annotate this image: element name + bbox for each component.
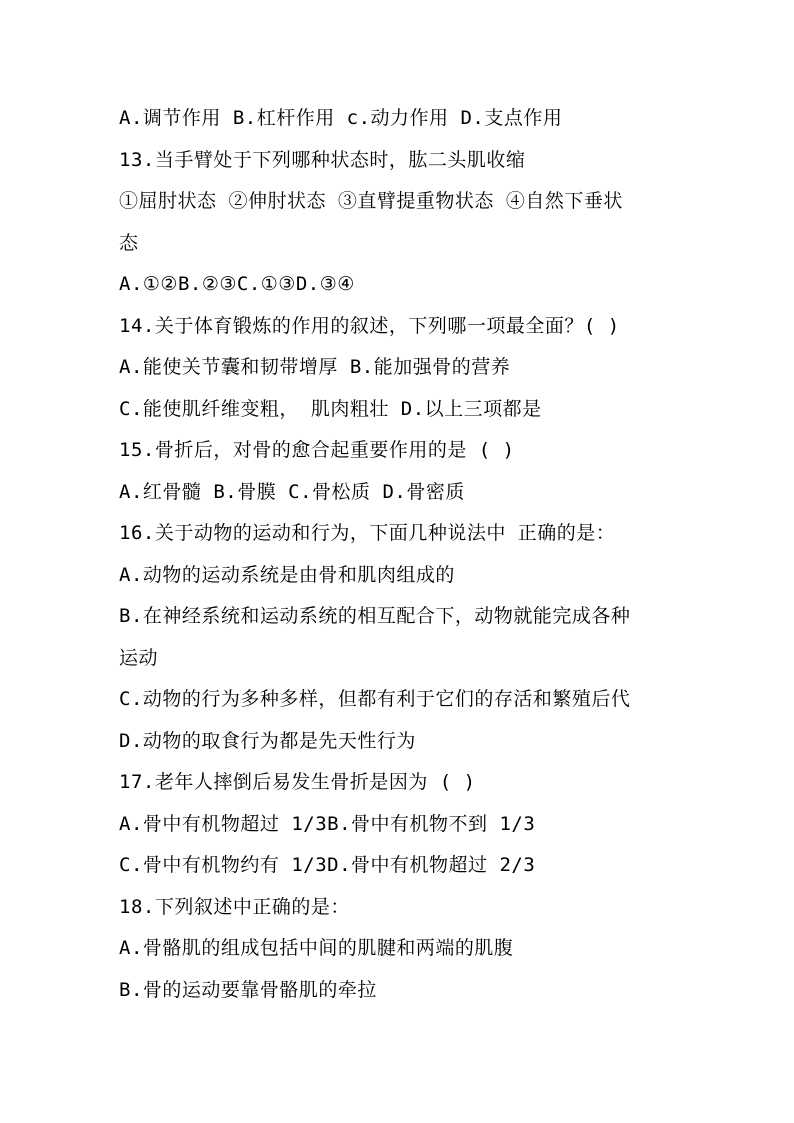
answer-option-a: A.骨骼肌的组成包括中间的肌腱和两端的肌腹: [119, 937, 514, 959]
option-line-continued: 态: [119, 231, 139, 254]
answer-options: C.能使肌纤维变粗， 肌肉粗壮 D.以上三项都是: [119, 397, 542, 420]
question-16: 16.关于动物的运动和行为，下面几种说法中 正确的是：: [119, 522, 616, 544]
answer-option-b: B.骨的运动要靠骨骼肌的牵拉: [119, 978, 377, 1001]
answer-options: A.能使关节囊和韧带增厚 B.能加强骨的营养: [119, 356, 511, 378]
question-18: 18.下列叙述中正确的是：: [119, 895, 350, 918]
question-17: 17.老年人摔倒后易发生骨折是因为 ( ): [119, 771, 476, 793]
option-line: A.调节作用 B.杠杆作用 c.动力作用 D.支点作用: [119, 107, 563, 129]
document-body: [119, 98, 739, 1011]
answer-option-d: D.动物的取食行为都是先天性行为: [119, 729, 416, 752]
answer-option-c: C.动物的行为多种多样，但都有利于它们的存活和繁殖后代: [119, 688, 631, 710]
answer-options: A.红骨髓 B.骨膜 C.骨松质 D.骨密质: [119, 480, 465, 503]
question-13: 13.当手臂处于下列哪种状态时，肱二头肌收缩: [119, 148, 526, 171]
answer-options: A.骨中有机物超过 1/3B.骨中有机物不到 1/3: [119, 812, 536, 835]
option-line: ①屈肘状态 ②伸肘状态 ③直臂提重物状态 ④自然下垂状: [119, 190, 623, 212]
question-15: 15.骨折后，对骨的愈合起重要作用的是 ( ): [119, 439, 515, 461]
answer-option-a: A.动物的运动系统是由骨和肌肉组成的: [119, 563, 455, 586]
question-14: 14.关于体育锻炼的作用的叙述，下列哪一项最全面？( ): [119, 314, 620, 337]
answer-option-b-continued: 运动: [119, 646, 159, 669]
answer-options: C.骨中有机物约有 1/3D.骨中有机物超过 2/3: [119, 854, 536, 876]
answer-options: A.①②B.②③C.①③D.③④: [119, 273, 355, 295]
answer-option-b: B.在神经系统和运动系统的相互配合下，动物就能完成各种: [119, 605, 631, 627]
